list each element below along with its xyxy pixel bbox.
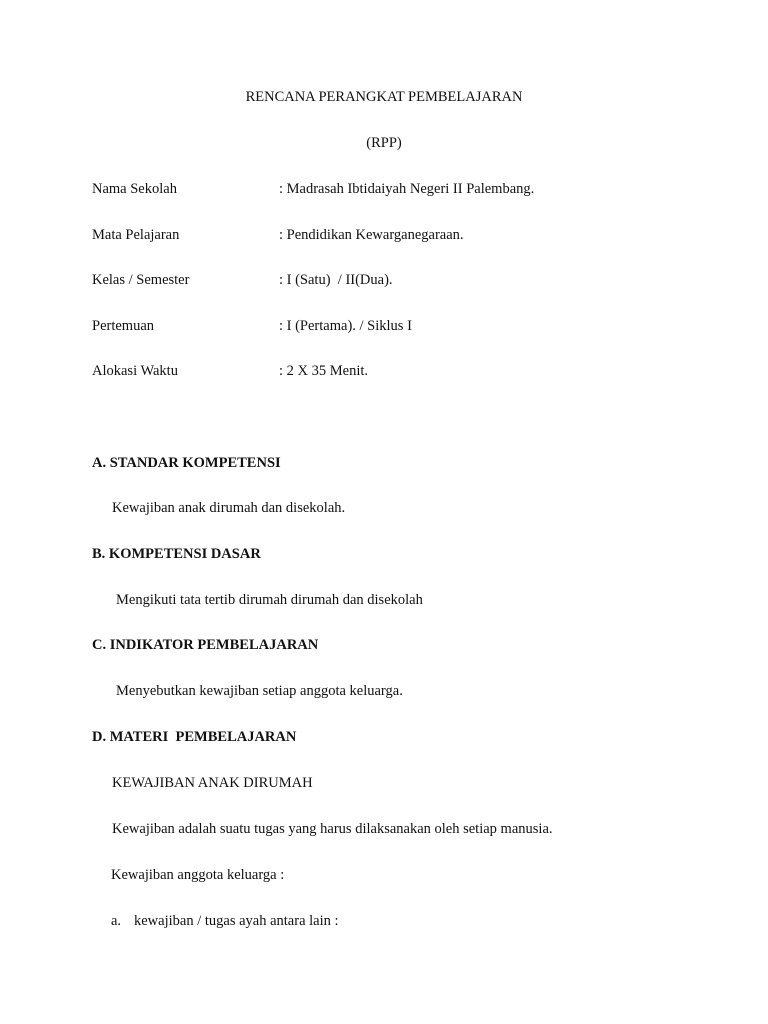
identity-value-subject: : Pendidikan Kewarganegaraan. [279,227,464,243]
document-subtitle: (RPP) [366,135,402,151]
section-c-heading: C. INDIKATOR PEMBELAJARAN [92,637,319,653]
identity-label-meeting: Pertemuan [92,318,155,334]
identity-label-subject: Mata Pelajaran [92,227,180,243]
identity-value-meeting: : I (Pertama). / Siklus I [279,318,412,334]
identity-label-class: Kelas / Semester [92,272,190,288]
identity-value-time: : 2 X 35 Menit. [279,363,369,379]
section-c-text: Menyebutkan kewajiban setiap anggota keluarga. [116,683,403,699]
list-marker-a: a. [111,913,122,929]
section-a-text: Kewajiban anak dirumah dan disekolah. [112,500,346,516]
identity-label-time: Alokasi Waktu [92,363,178,379]
section-d-subheading: KEWAJIBAN ANAK DIRUMAH [112,775,313,791]
document-title: RENCANA PERANGKAT PEMBELAJARAN [245,89,523,105]
identity-value-class: : I (Satu) / II(Dua). [279,272,393,288]
identity-label-school: Nama Sekolah [92,181,177,197]
section-d-text-definition: Kewajiban adalah suatu tugas yang harus dilaksanakan oleh setiap manusia. [112,821,553,837]
section-b-heading: B. KOMPETENSI DASAR [92,546,261,562]
section-b-text: Mengikuti tata tertib dirumah dirumah dan disekolah [116,592,423,608]
section-a-heading: A. STANDAR KOMPETENSI [92,455,281,471]
section-d-text-family: Kewajiban anggota keluarga : [111,867,285,883]
list-item-a-text: kewajiban / tugas ayah antara lain : [134,913,339,929]
section-d-heading: D. MATERI PEMBELAJARAN [92,729,297,745]
identity-value-school: : Madrasah Ibtidaiyah Negeri II Palembang. [279,181,535,197]
